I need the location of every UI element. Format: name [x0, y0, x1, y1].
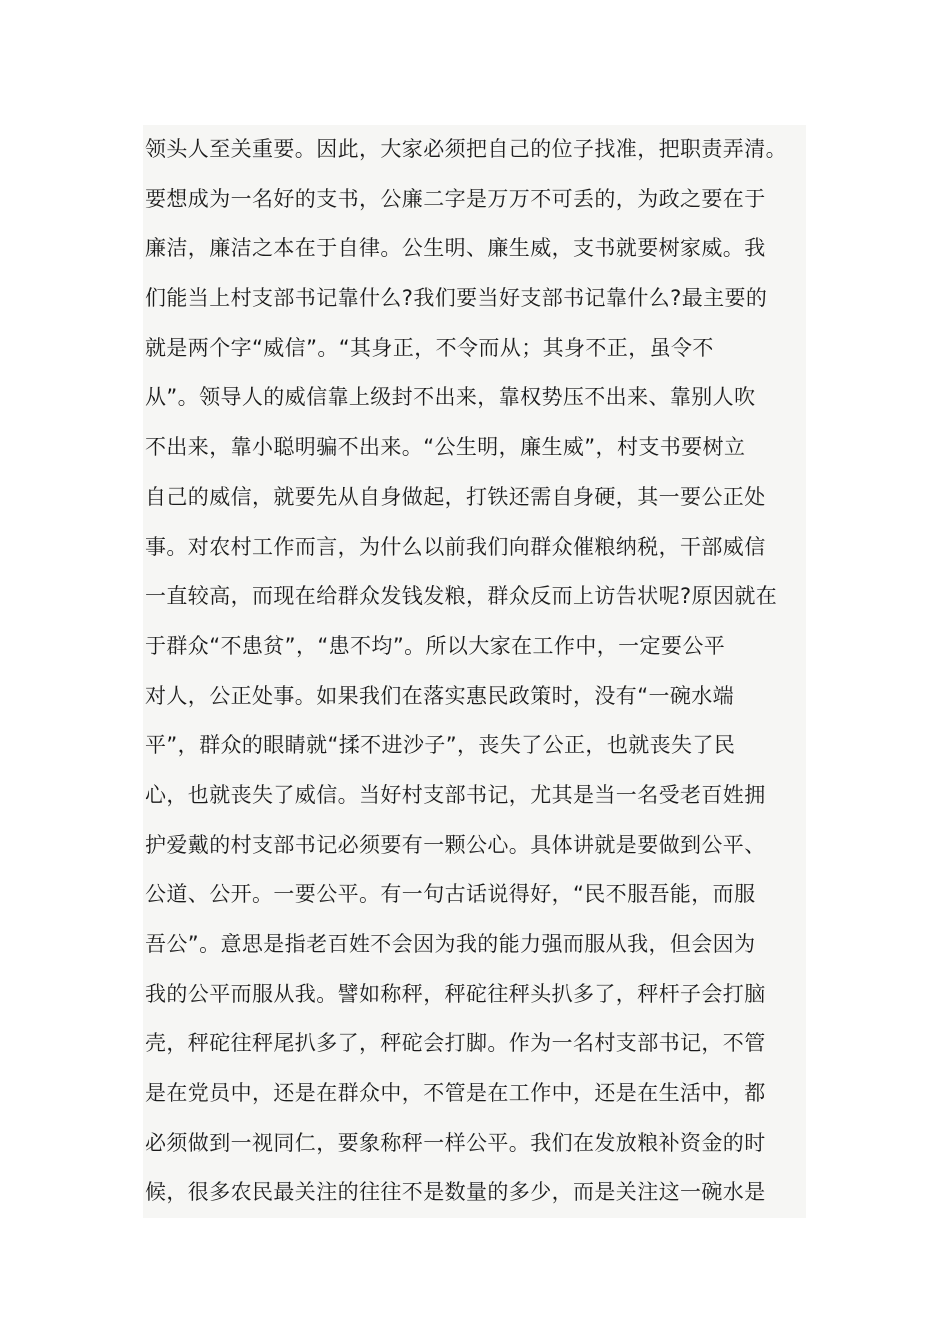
text-line: 护爱戴的村支部书记必须要有一颗公心。具体讲就是要做到公平、 — [145, 832, 766, 857]
text-line: 公道、公开。一要公平。有一句古话说得好，“民不服吾能，而服 — [145, 882, 756, 907]
text-line: 领头人至关重要。因此，大家必须把自己的位子找准，把职责弄清。 — [145, 137, 787, 161]
text-line: 从”。领导人的威信靠上级封不出来，靠权势压不出来、靠别人吹 — [145, 385, 756, 410]
text-line: 平”，群众的眼睛就“揉不进沙子”，丧失了公正，也就丧失了民 — [145, 733, 736, 758]
text-line: 事。对农村工作而言，为什么以前我们向群众催粮纳税，干部威信 — [145, 534, 766, 559]
text-line: 自己的威信，就要先从自身做起，打铁还需自身硬，其一要公正处 — [145, 484, 766, 509]
text-line: 壳，秤砣往秤尾扒多了，秤砣会打脚。作为一名村支部书记，不管 — [145, 1031, 766, 1056]
text-line: 一直较高，而现在给群众发钱发粮，群众反而上访告状呢?原因就在 — [145, 584, 778, 609]
text-line: 吾公”。意思是指老百姓不会因为我的能力强而服从我，但会因为 — [145, 932, 756, 956]
text-line: 不出来，靠小聪明骗不出来。“公生明，廉生威”，村支书要树立 — [145, 435, 746, 460]
text-line: 于群众“不患贫”，“患不均”。所以大家在工作中，一定要公平 — [145, 633, 726, 658]
text-line: 廉洁，廉洁之本在于自律。公生明、廉生威，支书就要树家威。我 — [145, 236, 766, 261]
text-line: 候，很多农民最关注的往往不是数量的多少，而是关注这一碗水是 — [145, 1180, 766, 1205]
text-line: 们能当上村支部书记靠什么?我们要当好支部书记靠什么?最主要的 — [145, 286, 768, 311]
body-text — [143, 125, 806, 1218]
text-line: 是在党员中，还是在群众中，不管是在工作中，还是在生活中，都 — [145, 1081, 766, 1106]
text-line: 要想成为一名好的支书，公廉二字是万万不可丢的，为政之要在于 — [145, 186, 766, 211]
text-line: 对人，公正处事。如果我们在落实惠民政策时，没有“一碗水端 — [145, 683, 735, 708]
text-line: 就是两个字“威信”。“其身正，不令而从；其身不正，虽令不 — [145, 335, 714, 360]
text-line: 我的公平而服从我。譬如称秤，秤砣往秤头扒多了，秤杆子会打脑 — [145, 981, 766, 1006]
text-line: 心，也就丧失了威信。当好村支部书记，尤其是当一名受老百姓拥 — [145, 782, 766, 807]
text-line: 必须做到一视同仁，要象称秤一样公平。我们在发放粮补资金的时 — [145, 1130, 766, 1155]
